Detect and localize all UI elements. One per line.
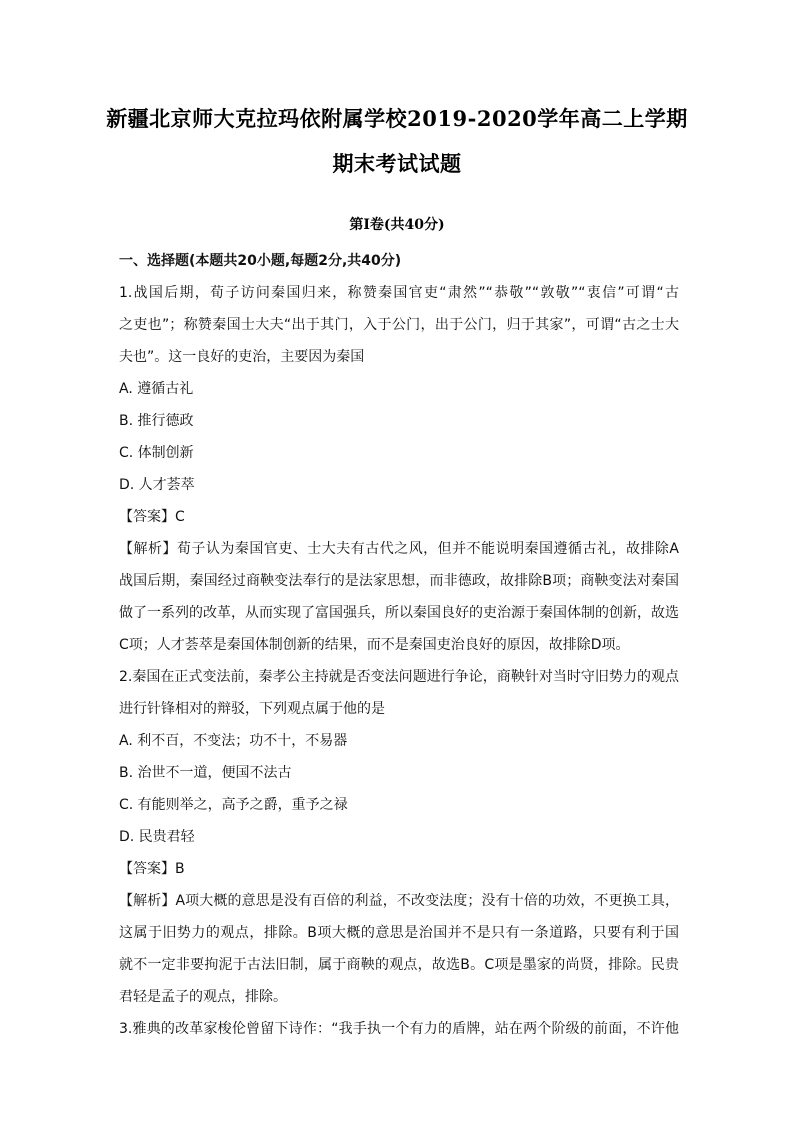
option-b: B. 治世不一道，便国不法古	[119, 765, 292, 781]
option-a: A. 遵循古礼	[119, 381, 194, 397]
answer-label: 【答案】C	[119, 509, 185, 525]
option-a: A. 利不百，不变法；功不十，不易器	[119, 733, 348, 749]
option-d: D. 民贵君轻	[119, 829, 195, 845]
analysis-line: 做了一系列的改革，从而实现了富国强兵，所以秦国良好的吏治源于秦国体制的创新，故选	[119, 605, 679, 621]
analysis-line: 【解析】A项大概的意思是没有百倍的利益，不改变法度；没有十倍的功效，不更换工具，	[119, 893, 679, 909]
analysis-line: 【解析】荀子认为秦国官吏、士大夫有古代之风，但并不能说明秦国遵循古礼，故排除A	[119, 541, 679, 557]
document-title-line-1: 新疆北京师大克拉玛依附属学校2019-2020学年高二上学期	[106, 106, 688, 131]
answer-label: 【答案】B	[119, 861, 185, 877]
question-stem-line: 3.雅典的改革家梭伦曾留下诗作：“我手执一个有力的盾牌，站在两个阶级的前面，不许他	[119, 1021, 679, 1037]
exam-content	[119, 245, 679, 1045]
option-c: C. 体制创新	[119, 445, 194, 461]
analysis-line: 战国后期，秦国经过商鞅变法奉行的是法家思想，而非德政，故排除B项；商鞅变法对秦国	[119, 573, 679, 589]
analysis-line: C项；人才荟萃是秦国体制创新的结果，而不是秦国吏治良好的原因，故排除D项。	[119, 637, 630, 653]
section-title: 第Ⅰ卷(共40分)	[349, 217, 445, 233]
question-stem-line: 夫也”。这一良好的吏治，主要因为秦国	[119, 349, 365, 365]
analysis-line: 就不一定非要拘泥于古法旧制，属于商鞅的观点，故选B。C项是墨家的尚贤，排除。民贵	[119, 957, 679, 973]
document-title-line-2: 期末考试试题	[332, 151, 462, 176]
question-stem-line: 之吏也”；称赞秦国士大夫“出于其门，入于公门，出于公门，归于其家”，可谓“古之士大	[119, 317, 679, 333]
question-2	[119, 661, 679, 1013]
question-stem-line: 进行针锋相对的辩驳，下列观点属于他的是	[119, 701, 385, 717]
question-3	[119, 1013, 679, 1045]
question-stem-line: 1.战国后期，荀子访问秦国归来，称赞秦国官吏“肃然”“恭敬”“敦敬”“衷信”可谓“古	[119, 285, 679, 301]
option-c: C. 有能则举之，高予之爵，重予之禄	[119, 797, 348, 813]
option-b: B. 推行德政	[119, 413, 194, 429]
part-heading: 一、选择题(本题共20小题,每题2分,共40分)	[119, 253, 402, 269]
option-d: D. 人才荟萃	[119, 477, 195, 493]
question-stem-line: 2.秦国在正式变法前，秦孝公主持就是否变法问题进行争论，商鞅针对当时守旧势力的观点	[119, 669, 679, 685]
analysis-line: 这属于旧势力的观点，排除。B项大概的意思是治国并不是只有一条道路，只要有利于国	[119, 925, 679, 941]
analysis-line: 君轻是孟子的观点，排除。	[119, 989, 287, 1005]
question-1	[119, 277, 679, 661]
